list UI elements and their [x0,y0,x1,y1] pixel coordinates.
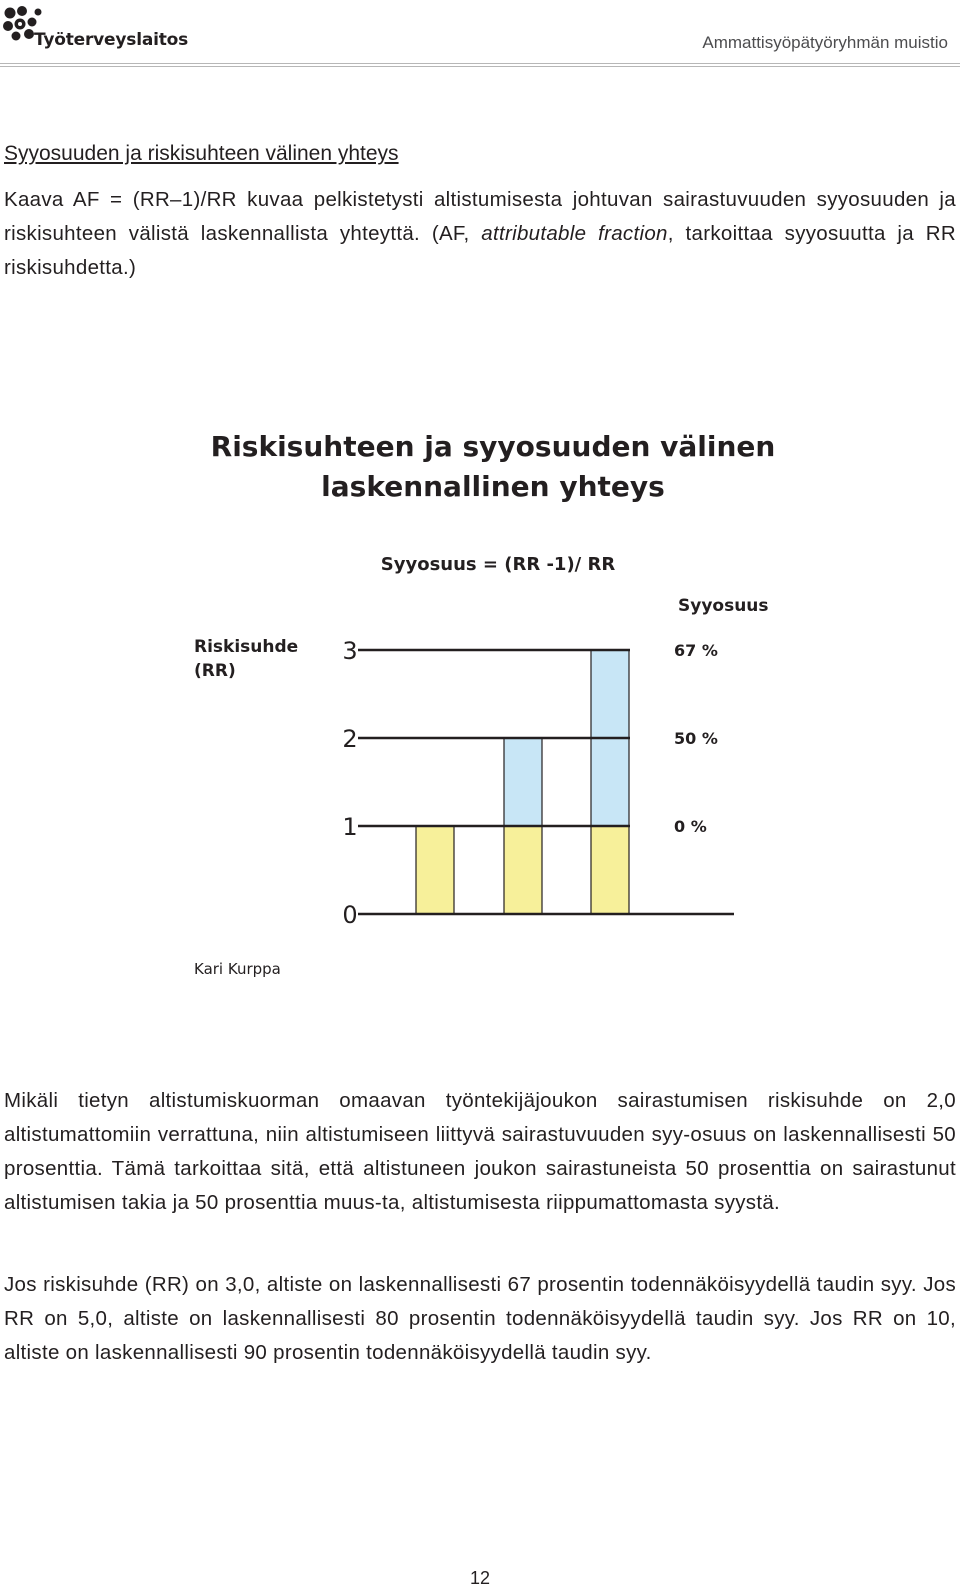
bar-baseline-segment [591,826,629,914]
intro-text: , tarkoittaa syyosuutta ja RR riskisuhdetta.) [4,222,956,279]
running-head: Ammattisyöpätyöryhmän muistio [702,33,948,52]
bar-baseline-segment [416,826,454,914]
figure-title: laskennallinen yhteys [321,470,665,503]
syyosuus-label: 67 % [674,641,718,660]
right-axis-label: Syyosuus [678,596,769,616]
y-tick-label: 3 [342,637,358,665]
left-axis-label: (RR) [194,661,236,681]
page-number: 12 [469,1568,491,1588]
page-header [0,0,960,72]
body-paragraph: Jos riskisuhde (RR) on 3,0, altiste on laskennallisesti 67 prosentin todennäköisyydellä taudin syy. Jos RR on 5,0, altiste on laskennallisesti 80 prosentin todennäköisyydellä taudin syy. Jos RR on 10, altiste on laskennallisesti 90 prosentin todennäköisyydellä taudin syy. [4,1273,956,1364]
chart-plot [342,637,734,929]
intro-italic-term: attributable fraction [481,222,668,245]
header-rule [0,63,960,64]
figure-credit: Kari Kurppa [194,960,281,978]
rr-af-figure [0,420,960,1000]
y-tick-label: 1 [342,813,358,841]
section-title: Syyosuuden ja riskisuhteen välinen yhteys [4,142,399,165]
figure-title: Riskisuhteen ja syyosuuden välinen [210,430,776,463]
logo-wordmark: Työterveyslaitos [34,30,189,50]
y-tick-label: 2 [342,725,358,753]
y-tick-label: 0 [342,901,358,929]
syyosuus-label: 50 % [674,729,718,748]
header-rule [0,66,960,67]
body-paragraph: Mikäli tietyn altistumiskuorman omaavan työntekijäjoukon sairastumisen riskisuhde on 2,0 altistumattomiin verrattuna, niin altistumiseen liittyvä sairastuvuuden syy-osuus on laskennallisesti 50 prosenttia. Tämä tarkoittaa sitä, että altistuneen joukon sairastuneista 50 prosenttia on sairastunut altistumisen takia ja 50 prosenttia muus-ta, altistumisesta riippumattomasta syystä. [4,1089,956,1214]
figure-formula: Syyosuus = (RR -1)/ RR [380,554,616,575]
intro-paragraph [4,183,956,285]
syyosuus-label: 0 % [674,817,707,836]
bar-excess-segment [504,738,542,826]
left-axis-label: Riskisuhde [194,637,299,657]
intro-text: Kaava AF = (RR–1)/RR kuvaa pelkistetysti altistumisesta johtuvan sairastuvuuden syyosuuden ja riskisuhteen välistä laskennallista yhteyttä. (AF, [4,188,956,245]
bar-baseline-segment [504,826,542,914]
